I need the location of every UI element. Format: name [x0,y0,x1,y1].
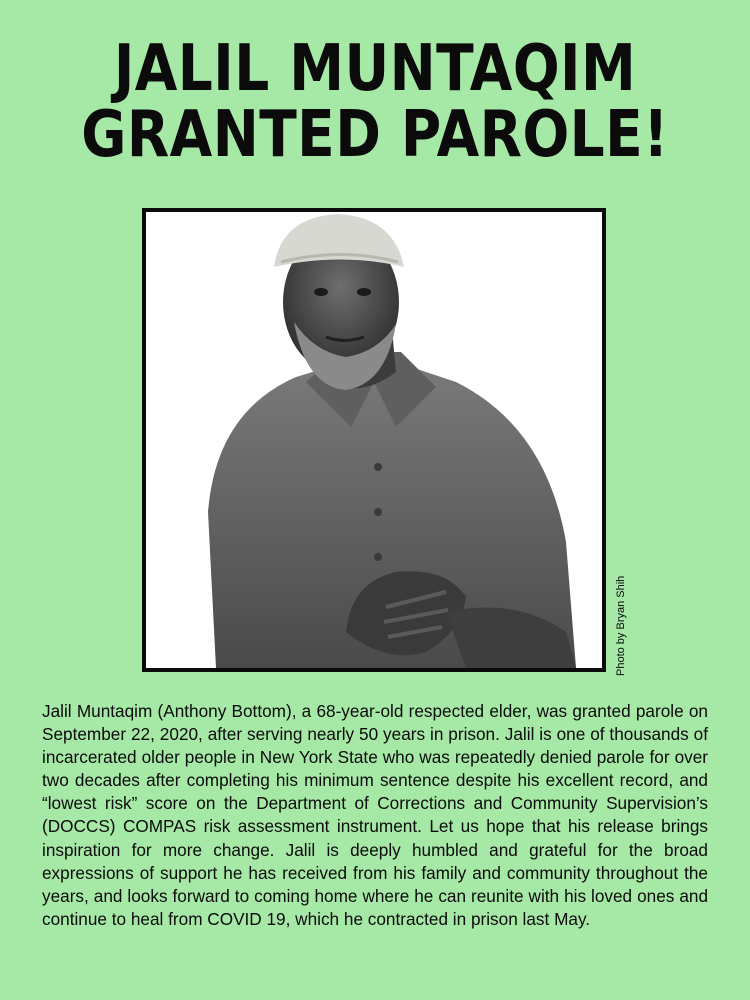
photo-credit: Photo by Bryan Shih [615,575,627,676]
portrait-illustration [146,212,602,668]
headline-line-1: JALIL MUNTAQIM [113,32,637,106]
headline [53,32,698,172]
portrait-photo [142,208,606,672]
body-paragraph: Jalil Muntaqim (Anthony Bottom), a 68-year-old respected elder, was granted parole on September 22, 2020, after serving nearly 50 years in prison. Jalil is one of thousands of incarcerated older people in New York State who was repeatedly denied parole for over two decades after completing his minimum sentence despite his excellent record, and “lowest risk” score on the Department of Corrections and Community Supervision’s (DOCCS) COMPAS risk assessment instrument. Let us hope that his release brings inspiration for more change. Jalil is deeply humbled and grateful for the broad expressions of support he has received from his family and community throughout the years, and looks forward to coming home where he can reunite with his loved ones and continue to heal from COVID 19, which he contracted in prison last May. [42,701,708,929]
headline-line-2: GRANTED PAROLE! [81,98,669,172]
